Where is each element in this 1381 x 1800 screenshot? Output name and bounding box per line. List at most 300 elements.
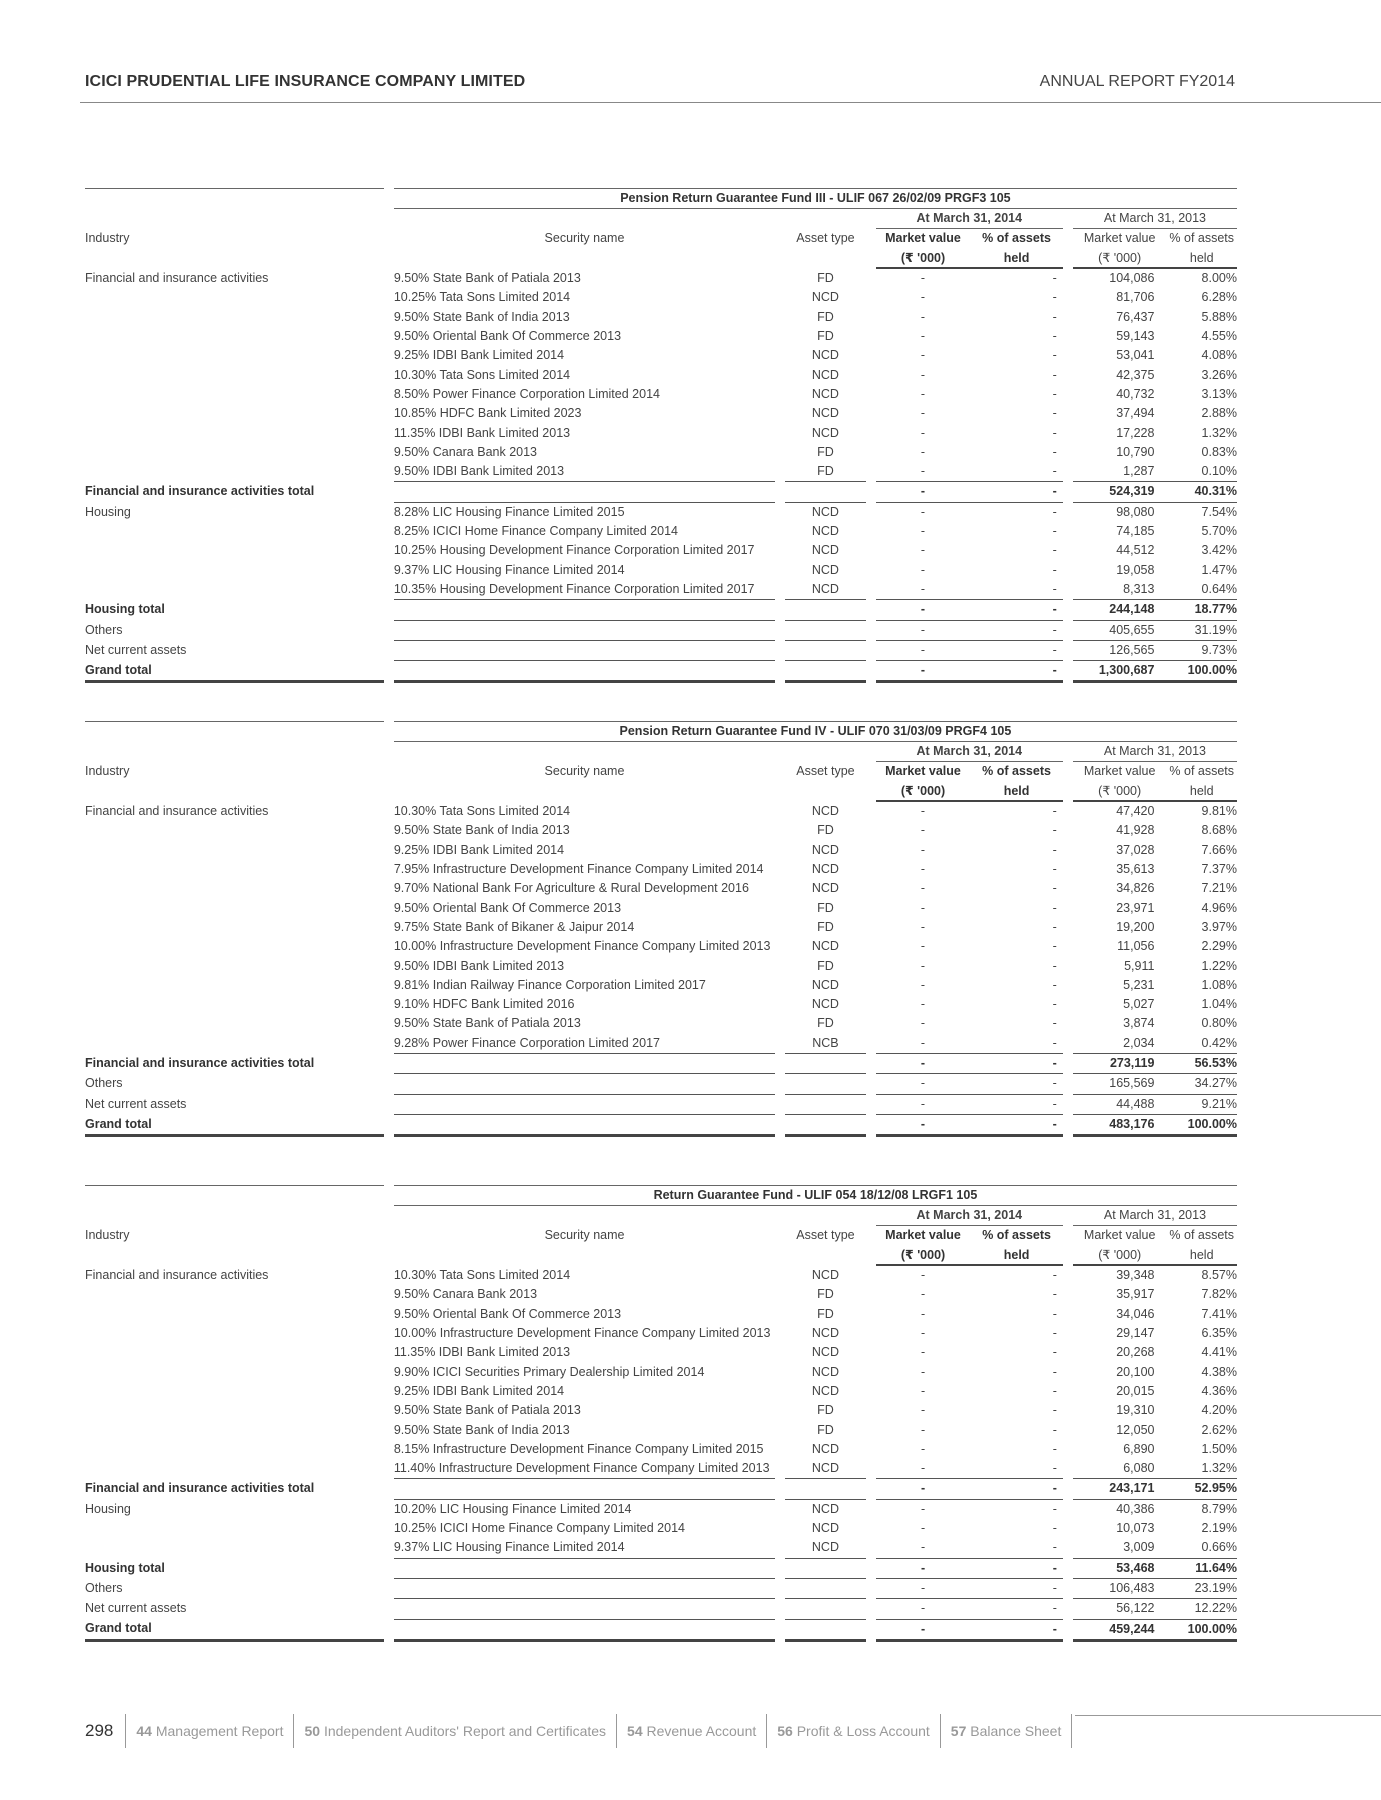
market-value-2014-cell: - bbox=[920, 997, 926, 1012]
asset-type-cell bbox=[785, 482, 865, 502]
table-row bbox=[85, 1459, 1237, 1479]
security-cell: 9.50% State Bank of Patiala 2013 bbox=[393, 270, 581, 285]
table-row bbox=[85, 1382, 1237, 1401]
pct-assets-header: % of assets bbox=[1169, 1228, 1235, 1243]
pct-assets-2014-cell: - bbox=[970, 640, 1063, 660]
asset-type-cell: NCD bbox=[811, 1441, 839, 1456]
asset-type-cell: FD bbox=[817, 1422, 834, 1437]
security-cell bbox=[394, 1094, 775, 1114]
pct-assets-2013-cell: 12.22% bbox=[1166, 1599, 1237, 1619]
pct-assets-2013-cell: 1.08% bbox=[1201, 977, 1237, 992]
market-value-2014-cell: - bbox=[920, 1364, 926, 1379]
market-value-header: Market value bbox=[885, 764, 961, 779]
industry-cell bbox=[85, 1324, 384, 1343]
asset-type-cell: FD bbox=[817, 1016, 834, 1031]
table-row bbox=[85, 1401, 1237, 1420]
market-value-2014-cell: - bbox=[920, 562, 926, 577]
security-cell bbox=[394, 1599, 775, 1619]
industry-header: Industry bbox=[85, 230, 130, 245]
table-row bbox=[85, 482, 1237, 502]
pct-assets-2014-cell: - bbox=[970, 620, 1063, 640]
pct-assets-2013-cell: 2.29% bbox=[1201, 939, 1237, 954]
market-value-2014-cell: - bbox=[876, 1578, 971, 1598]
page-number: 298 bbox=[85, 1721, 114, 1740]
industry-header: Industry bbox=[85, 763, 130, 778]
security-cell: 9.25% IDBI Bank Limited 2014 bbox=[393, 842, 565, 857]
pct-assets-2014-cell: - bbox=[1052, 958, 1057, 973]
market-value-2013-cell: 40,732 bbox=[1116, 386, 1155, 401]
security-cell: 9.50% State Bank of India 2013 bbox=[393, 1422, 570, 1437]
industry-cell: Housing total bbox=[85, 1560, 165, 1575]
market-value-2014-cell: - bbox=[920, 1306, 926, 1321]
table-row bbox=[85, 1343, 1237, 1362]
market-value-2014-cell: - bbox=[920, 504, 926, 519]
market-value-2014-cell: - bbox=[876, 1479, 971, 1499]
market-value-2013-cell: 76,437 bbox=[1116, 309, 1155, 324]
market-value-2014-cell: - bbox=[920, 842, 926, 857]
pct-assets-2013-cell: 4.36% bbox=[1201, 1383, 1237, 1398]
pct-assets-2014-cell: - bbox=[1052, 581, 1057, 596]
market-value-2013-cell: 34,046 bbox=[1116, 1306, 1155, 1321]
market-value-2013-cell: 524,319 bbox=[1073, 482, 1167, 502]
asset-type-cell bbox=[785, 1578, 865, 1598]
industry-cell bbox=[85, 879, 384, 898]
asset-type-cell: NCD bbox=[811, 386, 839, 401]
pct-assets-2013-cell: 0.66% bbox=[1201, 1540, 1237, 1555]
asset-type-cell bbox=[785, 1094, 865, 1114]
asset-type-cell bbox=[785, 1619, 865, 1640]
pct-assets-2014-cell: - bbox=[1052, 900, 1057, 915]
pct-assets-2013-cell: 2.88% bbox=[1201, 406, 1237, 421]
table-row bbox=[85, 1074, 1237, 1094]
footer-link-revenue-account[interactable] bbox=[616, 1714, 766, 1748]
asset-type-cell: NCD bbox=[811, 406, 839, 421]
pct-assets-2014-cell: - bbox=[1052, 406, 1057, 421]
pct-assets-2013-cell: 0.83% bbox=[1201, 444, 1237, 459]
market-value-2013-cell: 59,143 bbox=[1116, 329, 1155, 344]
table-row bbox=[85, 346, 1237, 365]
pct-assets-2014-cell: - bbox=[970, 1578, 1063, 1598]
market-value-2014-cell: - bbox=[920, 1287, 926, 1302]
market-value-2013-cell: 5,911 bbox=[1124, 958, 1155, 973]
table-row bbox=[85, 366, 1237, 385]
market-value-2014-cell: - bbox=[920, 367, 926, 382]
footer-link-num: 56 bbox=[777, 1723, 793, 1739]
pct-assets-2014-cell: - bbox=[970, 1054, 1063, 1074]
market-value-2014-cell: - bbox=[920, 1540, 926, 1555]
pct-assets-2014-cell: - bbox=[1052, 919, 1057, 934]
pct-assets-2013-cell: 100.00% bbox=[1166, 1619, 1237, 1640]
pct-assets-2014-cell: - bbox=[1052, 348, 1057, 363]
table-row bbox=[85, 327, 1237, 346]
pct-assets-header: % of assets bbox=[1169, 764, 1235, 779]
asset-type-cell bbox=[785, 1114, 865, 1135]
market-value-2014-cell: - bbox=[876, 1054, 971, 1074]
security-cell bbox=[394, 1578, 775, 1598]
period-2013-header: At March 31, 2013 bbox=[1073, 1205, 1237, 1225]
industry-cell bbox=[85, 1014, 384, 1033]
pct-assets-2014-cell: - bbox=[1052, 367, 1057, 382]
industry-cell bbox=[85, 308, 384, 327]
asset-type-cell: FD bbox=[817, 919, 834, 934]
table-row bbox=[85, 1034, 1237, 1054]
pct-assets-2013-cell: 5.70% bbox=[1201, 524, 1237, 539]
security-cell: 9.25% IDBI Bank Limited 2014 bbox=[393, 348, 565, 363]
security-cell: 10.30% Tata Sons Limited 2014 bbox=[393, 367, 571, 382]
asset-type-header: Asset type bbox=[796, 1227, 855, 1242]
pct-assets-2013-cell: 7.41% bbox=[1201, 1306, 1237, 1321]
security-cell: 10.85% HDFC Bank Limited 2023 bbox=[393, 406, 582, 421]
pct-assets-2014-cell: - bbox=[970, 661, 1063, 682]
security-cell: 9.50% Canara Bank 2013 bbox=[393, 1287, 538, 1302]
industry-cell bbox=[85, 443, 384, 462]
industry-cell: Net current assets bbox=[85, 1096, 187, 1111]
market-value-2013-cell: 20,015 bbox=[1116, 1383, 1155, 1398]
market-value-2014-cell: - bbox=[876, 1599, 971, 1619]
table-row bbox=[85, 957, 1237, 976]
market-value-2013-cell: 6,890 bbox=[1123, 1441, 1155, 1456]
asset-type-cell: NCD bbox=[811, 1326, 839, 1341]
security-cell: 11.35% IDBI Bank Limited 2013 bbox=[393, 425, 571, 440]
industry-cell bbox=[85, 462, 384, 482]
industry-cell bbox=[85, 957, 384, 976]
footer-link-label: Management Report bbox=[155, 1723, 284, 1739]
footer-link-auditors-report[interactable] bbox=[293, 1714, 616, 1748]
pct-assets-2013-cell: 100.00% bbox=[1166, 661, 1237, 682]
pct-assets-2013-cell: 7.54% bbox=[1201, 504, 1237, 519]
security-cell: 9.37% LIC Housing Finance Limited 2014 bbox=[393, 562, 625, 577]
pct-assets-2014-cell: - bbox=[1052, 524, 1057, 539]
industry-cell: Grand total bbox=[85, 661, 384, 682]
asset-type-cell: NCD bbox=[811, 842, 839, 857]
market-value-2013-cell: 23,971 bbox=[1116, 900, 1155, 915]
security-cell: 9.50% IDBI Bank Limited 2013 bbox=[393, 958, 565, 973]
market-value-2013-cell: 17,228 bbox=[1116, 425, 1155, 440]
market-value-2013-cell: 19,310 bbox=[1116, 1403, 1155, 1418]
asset-type-cell: FD bbox=[817, 270, 834, 285]
industry-cell bbox=[85, 860, 384, 879]
security-cell: 10.20% LIC Housing Finance Limited 2014 bbox=[393, 1501, 632, 1516]
pct-assets-2014-cell: - bbox=[1052, 1501, 1057, 1516]
security-cell: 8.15% Infrastructure Development Finance Company Limited 2015 bbox=[393, 1441, 764, 1456]
pct-assets-2014-cell: - bbox=[1052, 444, 1057, 459]
market-value-2014-cell: - bbox=[920, 1035, 926, 1050]
industry-cell bbox=[85, 424, 384, 443]
pct-assets-2013-cell: 1.04% bbox=[1201, 997, 1237, 1012]
market-value-2014-cell: - bbox=[920, 1383, 926, 1398]
pct-assets-2013-cell: 0.80% bbox=[1201, 1016, 1237, 1031]
table-row bbox=[85, 288, 1237, 307]
pct-assets-2014-cell: - bbox=[1052, 543, 1057, 558]
period-2013-header: At March 31, 2013 bbox=[1073, 208, 1237, 228]
asset-type-cell: NCD bbox=[811, 881, 839, 896]
pct-assets-2013-cell: 4.41% bbox=[1201, 1345, 1237, 1360]
industry-cell bbox=[85, 288, 384, 307]
industry-cell bbox=[85, 995, 384, 1014]
industry-cell bbox=[85, 1382, 384, 1401]
market-value-2013-cell: 3,874 bbox=[1123, 1016, 1155, 1031]
table-row bbox=[85, 580, 1237, 600]
table-row bbox=[85, 841, 1237, 860]
pct-assets-2013-cell: 5.88% bbox=[1201, 309, 1237, 324]
market-value-2014-cell: - bbox=[876, 1114, 971, 1135]
market-value-2013-cell: 244,148 bbox=[1073, 600, 1167, 620]
asset-type-cell: NCD bbox=[811, 562, 839, 577]
asset-type-cell: NCD bbox=[811, 862, 839, 877]
pct-assets-held: held bbox=[970, 1245, 1063, 1265]
pct-assets-2013-cell: 8.79% bbox=[1201, 1501, 1237, 1516]
asset-type-cell bbox=[785, 1054, 865, 1074]
industry-cell bbox=[85, 1538, 384, 1558]
pct-assets-2013-cell: 9.73% bbox=[1166, 640, 1237, 660]
pct-assets-2013-cell: 1.32% bbox=[1201, 425, 1237, 440]
market-value-2013-cell: 56,122 bbox=[1073, 1599, 1167, 1619]
table-row bbox=[85, 1014, 1237, 1033]
industry-cell bbox=[85, 404, 384, 423]
header-spacer bbox=[85, 722, 384, 742]
market-value-2014-cell: - bbox=[920, 804, 926, 819]
market-value-2013-cell: 19,200 bbox=[1116, 919, 1155, 934]
market-value-unit: (₹ '000) bbox=[1073, 1245, 1167, 1265]
pct-assets-2013-cell: 3.13% bbox=[1201, 386, 1237, 401]
security-cell: 9.50% IDBI Bank Limited 2013 bbox=[393, 464, 565, 479]
pct-assets-2014-cell: - bbox=[970, 1094, 1063, 1114]
market-value-2013-cell: 106,483 bbox=[1073, 1578, 1167, 1598]
pct-assets-held: held bbox=[970, 248, 1063, 268]
table-row bbox=[85, 1499, 1237, 1519]
market-value-2013-cell: 20,268 bbox=[1116, 1345, 1155, 1360]
security-cell: 9.70% National Bank For Agriculture & Rural Development 2016 bbox=[393, 881, 749, 896]
market-value-2014-cell: - bbox=[920, 881, 926, 896]
asset-type-cell: NCD bbox=[811, 425, 839, 440]
security-cell bbox=[394, 600, 775, 620]
pct-assets-2014-cell: - bbox=[1052, 309, 1057, 324]
security-header: Security name bbox=[544, 763, 625, 778]
table-row bbox=[85, 1094, 1237, 1114]
market-value-2013-cell: 2,034 bbox=[1123, 1035, 1155, 1050]
pct-assets-2013-cell: 2.19% bbox=[1201, 1521, 1237, 1536]
footer-nav bbox=[85, 1714, 1072, 1748]
pct-assets-2013-cell: 23.19% bbox=[1166, 1578, 1237, 1598]
period-2013-header: At March 31, 2013 bbox=[1073, 741, 1237, 761]
footer-link-management-report[interactable] bbox=[125, 1714, 293, 1748]
market-value-2013-cell: 53,468 bbox=[1073, 1558, 1167, 1578]
pct-assets-2013-cell: 18.77% bbox=[1166, 600, 1237, 620]
market-value-2014-cell: - bbox=[920, 1403, 926, 1418]
industry-cell bbox=[85, 937, 384, 956]
pct-assets-2014-cell: - bbox=[1052, 271, 1057, 286]
pct-assets-2014-cell: - bbox=[1052, 464, 1057, 479]
market-value-2014-cell: - bbox=[920, 862, 926, 877]
security-cell: 9.50% State Bank of India 2013 bbox=[393, 823, 570, 838]
industry-cell: Housing total bbox=[85, 602, 165, 617]
market-value-2014-cell: - bbox=[876, 1558, 971, 1578]
security-cell: 9.50% Oriental Bank Of Commerce 2013 bbox=[393, 329, 622, 344]
market-value-2014-cell: - bbox=[920, 939, 926, 954]
market-value-2014-cell: - bbox=[920, 329, 926, 344]
security-cell: 10.30% Tata Sons Limited 2014 bbox=[393, 1267, 571, 1282]
table-row bbox=[85, 821, 1237, 840]
industry-cell bbox=[85, 580, 384, 600]
market-value-2014-cell: - bbox=[876, 620, 971, 640]
market-value-2014-cell: - bbox=[920, 406, 926, 421]
pct-assets-header: % of assets bbox=[982, 231, 1051, 246]
footer-link-num: 57 bbox=[950, 1723, 967, 1739]
table-row bbox=[85, 1619, 1237, 1640]
security-cell: 10.00% Infrastructure Development Finance Company Limited 2013 bbox=[393, 939, 771, 954]
security-cell bbox=[394, 482, 775, 502]
pct-assets-2014-cell: - bbox=[1052, 1306, 1057, 1321]
market-value-2014-cell: - bbox=[876, 482, 971, 502]
market-value-2014-cell: - bbox=[920, 1016, 926, 1031]
market-value-2013-cell: 53,041 bbox=[1116, 348, 1155, 363]
pct-assets-2014-cell: - bbox=[1052, 1461, 1057, 1476]
market-value-2013-cell: 126,565 bbox=[1073, 640, 1167, 660]
pct-assets-2013-cell: 4.55% bbox=[1201, 329, 1237, 344]
pct-assets-2013-cell: 4.38% bbox=[1201, 1364, 1237, 1379]
table-row bbox=[85, 640, 1237, 660]
asset-type-cell: NCD bbox=[811, 1383, 839, 1398]
industry-cell bbox=[85, 1034, 384, 1054]
header-rule bbox=[80, 102, 1381, 103]
market-value-2013-cell: 483,176 bbox=[1073, 1114, 1167, 1135]
table-row bbox=[85, 1519, 1237, 1538]
pct-assets-2014-cell: - bbox=[1052, 425, 1057, 440]
market-value-header: Market value bbox=[885, 1228, 961, 1243]
table-row bbox=[85, 860, 1237, 879]
market-value-2014-cell: - bbox=[876, 661, 971, 682]
pct-assets-2014-cell: - bbox=[1052, 1287, 1057, 1302]
period-2014-header: At March 31, 2014 bbox=[876, 208, 1063, 228]
pct-assets-2013-cell: 40.31% bbox=[1166, 482, 1237, 502]
pct-assets-2014-cell: - bbox=[1052, 290, 1057, 305]
industry-cell: Grand total bbox=[85, 1619, 384, 1640]
market-value-2013-cell: 405,655 bbox=[1073, 620, 1167, 640]
asset-type-cell: NCD bbox=[811, 581, 839, 596]
security-cell: 10.25% ICICI Home Finance Company Limited 2014 bbox=[393, 1521, 685, 1536]
market-value-2014-cell: - bbox=[876, 1619, 971, 1640]
pct-assets-2014-cell: - bbox=[1052, 562, 1057, 577]
industry-cell bbox=[85, 522, 384, 541]
market-value-2014-cell: - bbox=[920, 1345, 926, 1360]
pct-assets-2014-cell: - bbox=[1052, 1326, 1057, 1341]
pct-assets-2013-cell: 8.68% bbox=[1201, 823, 1237, 838]
security-cell bbox=[394, 661, 775, 682]
industry-cell bbox=[85, 1343, 384, 1362]
pct-assets-2013-cell: 4.08% bbox=[1201, 348, 1237, 363]
table-row bbox=[85, 1305, 1237, 1324]
table-row bbox=[85, 1363, 1237, 1382]
security-cell: 9.50% State Bank of Patiala 2013 bbox=[393, 1016, 581, 1031]
market-value-2013-cell: 37,494 bbox=[1116, 406, 1155, 421]
asset-type-header: Asset type bbox=[796, 230, 855, 245]
market-value-2013-cell: 11,056 bbox=[1117, 939, 1155, 954]
pct-assets-2014-cell: - bbox=[1052, 1383, 1057, 1398]
asset-type-cell bbox=[785, 640, 865, 660]
industry-cell: Others bbox=[85, 1580, 123, 1595]
security-cell: 9.50% Canara Bank 2013 bbox=[393, 444, 538, 459]
market-value-2014-cell: - bbox=[920, 1268, 926, 1283]
fund-title: Pension Return Guarantee Fund III - ULIF 067 26/02/09 PRGF3 105 bbox=[394, 189, 1237, 209]
industry-cell: Housing bbox=[85, 1501, 131, 1516]
table-row bbox=[85, 1265, 1237, 1285]
security-cell: 9.50% State Bank of India 2013 bbox=[393, 309, 570, 324]
pct-assets-2014-cell: - bbox=[1052, 1345, 1057, 1360]
table-row bbox=[85, 1558, 1237, 1578]
asset-type-cell: NCD bbox=[811, 1267, 839, 1282]
pct-assets-2013-cell: 0.42% bbox=[1201, 1035, 1237, 1050]
market-value-2013-cell: 104,086 bbox=[1109, 271, 1155, 286]
industry-cell bbox=[85, 918, 384, 937]
pct-assets-2014-cell: - bbox=[1052, 939, 1057, 954]
market-value-unit: (₹ '000) bbox=[876, 1245, 971, 1265]
industry-cell bbox=[85, 841, 384, 860]
footer-link-balance-sheet[interactable] bbox=[940, 1714, 1073, 1748]
pct-assets-2014-cell: - bbox=[970, 1074, 1063, 1094]
footer-link-profit-loss-account[interactable] bbox=[766, 1714, 940, 1748]
pct-assets-2013-cell: 8.00% bbox=[1201, 271, 1237, 286]
market-value-2013-cell: 98,080 bbox=[1116, 504, 1155, 519]
industry-cell: Net current assets bbox=[85, 1601, 187, 1616]
asset-type-cell: NCD bbox=[811, 543, 839, 558]
security-cell: 9.28% Power Finance Corporation Limited 2017 bbox=[393, 1035, 660, 1050]
pct-assets-2013-cell: 4.20% bbox=[1201, 1403, 1237, 1418]
asset-type-cell: FD bbox=[817, 900, 834, 915]
pct-assets-2013-cell: 52.95% bbox=[1166, 1479, 1237, 1499]
pct-assets-2014-cell: - bbox=[1052, 1035, 1057, 1050]
market-value-2014-cell: - bbox=[920, 309, 926, 324]
pct-assets-2014-cell: - bbox=[1052, 1403, 1057, 1418]
pct-assets-2014-cell: - bbox=[1052, 1441, 1057, 1456]
table-row bbox=[85, 1479, 1237, 1499]
industry-cell: Others bbox=[85, 622, 123, 637]
security-cell: 10.35% Housing Development Finance Corporation Limited 2017 bbox=[393, 581, 755, 596]
pct-assets-2014-cell: - bbox=[1052, 1540, 1057, 1555]
asset-type-cell: NCD bbox=[811, 524, 839, 539]
pct-assets-2014-cell: - bbox=[1052, 1268, 1057, 1283]
security-cell: 9.50% State Bank of Patiala 2013 bbox=[393, 1403, 581, 1418]
pct-assets-held: held bbox=[1166, 1245, 1237, 1265]
table-row bbox=[85, 661, 1237, 682]
pct-assets-held: held bbox=[1166, 781, 1237, 801]
industry-cell bbox=[85, 976, 384, 995]
table-row bbox=[85, 976, 1237, 995]
market-value-2014-cell: - bbox=[920, 348, 926, 363]
pct-assets-2014-cell: - bbox=[1052, 504, 1057, 519]
asset-type-cell: NCD bbox=[811, 504, 839, 519]
table-row bbox=[85, 899, 1237, 918]
asset-type-cell: NCD bbox=[811, 939, 839, 954]
table-row bbox=[85, 541, 1237, 560]
pct-assets-2013-cell: 31.19% bbox=[1166, 620, 1237, 640]
pct-assets-2013-cell: 7.66% bbox=[1201, 842, 1237, 857]
asset-type-cell: FD bbox=[817, 464, 834, 479]
table-row bbox=[85, 1578, 1237, 1598]
pct-assets-2014-cell: - bbox=[1052, 977, 1057, 992]
pct-assets-2013-cell: 100.00% bbox=[1166, 1114, 1237, 1135]
security-cell bbox=[394, 620, 775, 640]
market-value-2014-cell: - bbox=[920, 823, 926, 838]
industry-cell bbox=[85, 1401, 384, 1420]
market-value-2013-cell: 243,171 bbox=[1073, 1479, 1167, 1499]
market-value-2014-cell: - bbox=[920, 1461, 926, 1476]
market-value-header: Market value bbox=[1083, 764, 1156, 779]
market-value-unit: (₹ '000) bbox=[876, 248, 971, 268]
market-value-2014-cell: - bbox=[920, 1441, 926, 1456]
pct-assets-2014-cell: - bbox=[1052, 386, 1057, 401]
market-value-2014-cell: - bbox=[920, 444, 926, 459]
pct-assets-2014-cell: - bbox=[1052, 1422, 1057, 1437]
